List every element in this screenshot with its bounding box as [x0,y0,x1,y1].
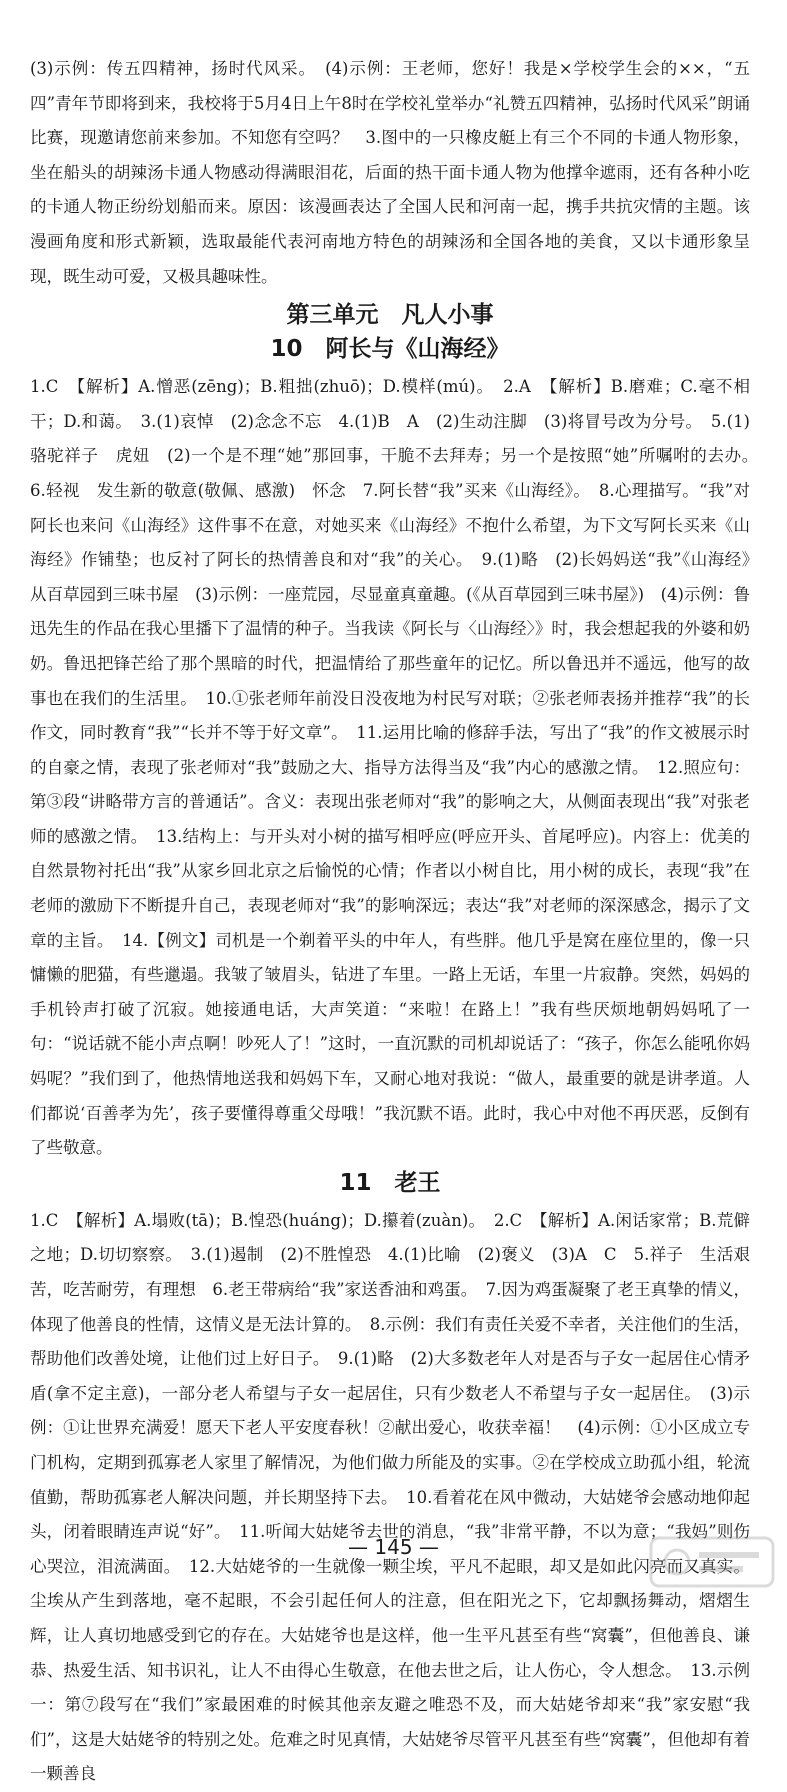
lesson-11-heading: 11 老王 [339,1169,441,1196]
intro-answers: (3)示例：传五四精神，扬时代风采。 (4)示例：王老师，您好！我是×学校学生会的××，“五四”青年节即将到来，我校将于5月4日上午8时在学校礼堂举办“礼赞五四精神，弘扬时代风采”朗诵比赛，现邀请您前来参加。不知您有空吗？ 3.图中的一只橡皮艇上有三个不同的卡通人物形象，坐在船头的胡辣汤卡通人物感动得满眼泪花，后面的热干面卡通人物为他撑伞遮雨，还有各种小吃的卡通人物正纷纷划船而来。原因：该漫画表达了全国人民和河南一起，携手共抗灾情的主题。该漫画角度和形式新颖，选取最能代表河南地方特色的胡辣汤和全国各地的美食，又以卡通形象呈现，既生动可爱，又极具趣味性。 [30,59,750,286]
lesson-10-heading: 10 阿长与《山海经》 [270,336,510,363]
page-number: — 145 — [348,1535,439,1559]
page-content [30,52,767,1792]
lesson-11-answers: 1.C 【解析】A.塌败(tā)；B.惶恐(huáng)；D.攥着(zuàn)。 2.C 【解析】A.闲话家常；B.荒僻之地；D.切切察察。 3.(1)遏制 (2)不胜惶恐 4.(1)比喻 (2)褒义 (3)A C 5.祥子 生活艰苦，吃苦耐劳，有理想 6.老王带病给“我”家送香油和鸡蛋。 7.因为鸡蛋凝聚了老王真挚的情义，体现了他善良的性情，这情义是无法计算的。 8.示例：我们有责任关爱不幸者，关注他们的生活，帮助他们改善处境，让他们过上好日子。 9.(1)略 (2)大多数老年人对是否与子女一起居住心情矛盾(拿不定主意)，一部分老人希望与子女一起居住，只有少数老人不希望与子女一起居住。 (3)示例：①让世界充满爱！愿天下老人平安度春秋！②献出爱心，收获幸福！ (4)示例：①小区成立专门机构，定期到孤寡老人家里了解情况，为他们做力所能及的实事。②在学校成立助孤小组，轮流值勤，帮助孤寡老人解决问题，并长期坚持下去。 10.看着花在风中微动，大姑姥爷会感动地仰起头，闭着眼睛连声说“好”。 11.听闻大姑姥爷去世的消息，“我”非常平静，不以为意；“我妈”则伤心哭泣，泪流满面。 12.大姑姥爷的一生就像一颗尘埃，平凡不起眼，却又是如此闪亮而又真实。尘埃从产生到落地，毫不起眼，不会引起任何人的注意，但在阳光之下，它却飘扬舞动，熠熠生辉，让人真切地感受到它的存在。大姑姥爷也是这样，他一生平凡甚至有些“窝囊”，但他善良、谦恭、热爱生活、知书识礼，让人不由得心生敬意，在他去世之后，让人伤心，令人想念。 13.示例一：第⑦段写在“我们”家最困难的时候其他亲友避之唯恐不及，而大姑姥爷却来“我”家安慰“我们”，这是大姑姥爷的特别之处。危难之时见真情，大姑姥爷尽管平凡甚至有些“窝囊”，但他却有着一颗善良 [30,1210,750,1784]
lesson-10-answers: 1.C 【解析】A.憎恶(zēng)；B.粗拙(zhuō)；D.模样(mú)。 2.A 【解析】B.磨难；C.毫不相干；D.和蔼。 3.(1)哀悼 (2)念念不忘 4.(1)B A (2)生动注脚 (3)将冒号改为分号。 5.(1)骆驼祥子 虎妞 (2)一个是不理“她”那回事，干脆不去拜寿；另一个是按照“她”所嘱咐的去办。 6.轻视 发生新的敬意(敬佩、感激) 怀念 7.阿长替“我”买来《山海经》。 8.心理描写。“我”对阿长也来问《山海经》这件事不在意，对她买来《山海经》不抱什么希望，为下文写阿长买来《山海经》作铺垫；也反衬了阿长的热情善良和对“我”的关心。 9.(1)略 (2)长妈妈送“我”《山海经》 从百草园到三味书屋 (3)示例：一座荒园，尽显童真童趣。(《从百草园到三味书屋》) (4)示例：鲁迅先生的作品在我心里播下了温情的种子。当我读《阿长与〈山海经〉》时，我会想起我的外婆和奶奶。鲁迅把锋芒给了那个黑暗的时代，把温情给了那些童年的记忆。所以鲁迅并不遥远，他写的故事也在我们的生活里。 10.①张老师年前没日没夜地为村民写对联；②张老师表扬并推荐“我”的长作文，同时教育“我”“长并不等于好文章”。 11.运用比喻的修辞手法，写出了“我”的作文被展示时的自豪之情，表现了张老师对“我”鼓励之大、指导方法得当及“我”内心的感激之情。 12.照应句：第③段“讲略带方言的普通话”。含义：表现出张老师对“我”的影响之大，从侧面表现出“我”对张老师的感激之情。 13.结构上：与开头对小树的描写相呼应(呼应开头、首尾呼应)。内容上：优美的自然景物衬托出“我”从家乡回北京之后愉悦的心情；作者以小树自比，用小树的成长，表现“我”在老师的激励下不断提升自己，表现老师对“我”的影响深远；表达“我”对老师的深深感念，揭示了文章的主旨。 14.【例文】司机是一个剃着平头的中年人，有些胖。他几乎是窝在座位里的，像一只慵懒的肥猫，有些邋遢。我皱了皱眉头，钻进了车里。一路上无话，车里一片寂静。突然，妈妈的手机铃声打破了沉寂。她接通电话，大声笑道：“来啦！在路上！”我有些厌烦地朝妈妈吼了一句：“说话就不能小声点啊！吵死人了！”这时，一直沉默的司机却说话了：“孩子，你怎么能吼你妈妈呢？”我们到了，他热情地送我和妈妈下车，又耐心地对我说：“做人，最重要的就是讲孝道。人们都说‘百善孝为先’，孩子要懂得尊重父母哦！”我沉默不语。此时，我心中对他不再厌恶，反倒有了些敬意。 [30,377,767,1158]
unit-heading: 第三单元 凡人小事 [286,302,494,329]
watermark-logo-icon [647,1532,777,1592]
